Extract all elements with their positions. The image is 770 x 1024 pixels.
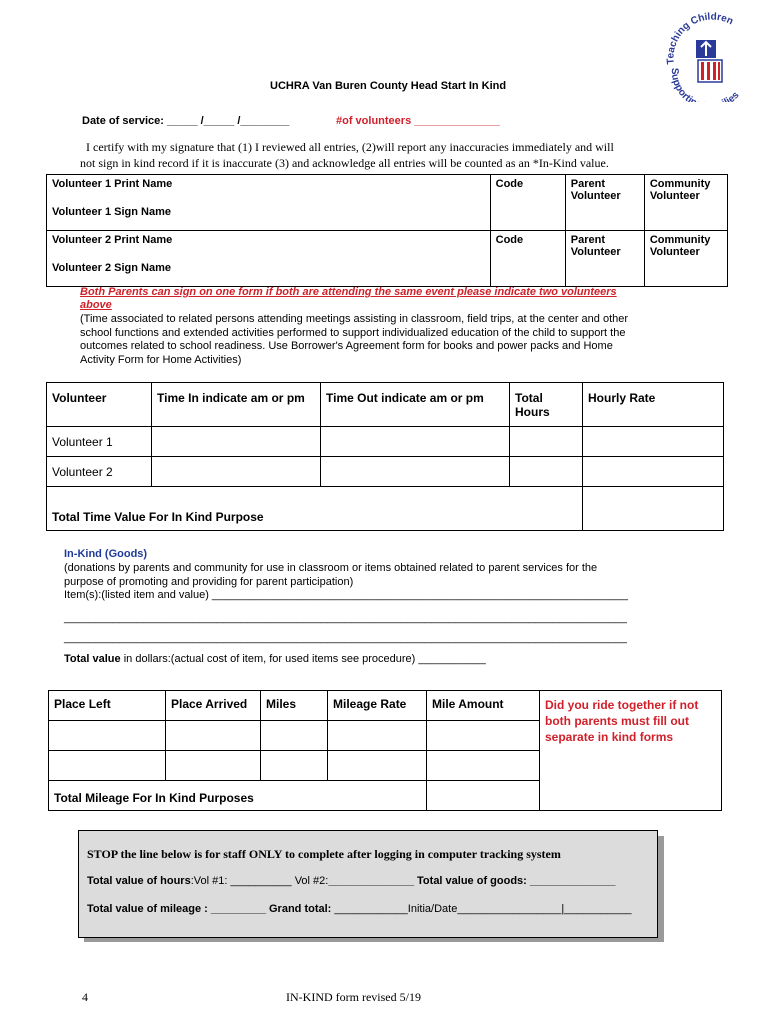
mileage-row-1-place-left[interactable] bbox=[49, 721, 166, 751]
mileage-header-mileage-rate: Mileage Rate bbox=[328, 691, 427, 721]
mileage-header-mile-amount: Mile Amount bbox=[427, 691, 540, 721]
volunteer-1-hourly-rate[interactable] bbox=[583, 427, 724, 457]
time-row-volunteer-2: Volunteer 2 bbox=[47, 457, 152, 487]
mileage-row-2-place-left[interactable] bbox=[49, 751, 166, 781]
total-mileage-field[interactable] bbox=[427, 781, 540, 811]
ride-together-note: Did you ride together if not both parents must fill out separate in kind forms bbox=[540, 691, 722, 811]
mileage-row-1-amount[interactable] bbox=[427, 721, 540, 751]
logo-graphic bbox=[660, 12, 760, 102]
staff-hours-goods-line[interactable] bbox=[87, 875, 616, 887]
in-kind-goods-description: (donations by parents and community for use in classroom or items obtained related to parent services for the purpose of promoting and providing for parent participation) bbox=[64, 562, 598, 588]
volunteer-1-time-in[interactable] bbox=[152, 427, 321, 457]
volunteer-2-parent-option[interactable]: Parent Volunteer bbox=[565, 231, 644, 287]
volunteer-1-parent-option[interactable]: Parent Volunteer bbox=[565, 175, 644, 231]
total-time-value-field[interactable] bbox=[583, 487, 724, 531]
volunteer-1-code[interactable]: Code bbox=[490, 175, 565, 231]
certify-line-1: I certify with my signature that (1) I reviewed all entries, (2)will report any inaccuracies immediately and will bbox=[86, 140, 614, 154]
volunteer-2-time-in[interactable] bbox=[152, 457, 321, 487]
total-value-hours-label: Total value of hours bbox=[87, 875, 191, 887]
time-header-total-hours: Total Hours bbox=[510, 383, 583, 427]
total-mileage-label: Total Mileage For In Kind Purposes bbox=[49, 781, 427, 811]
vol-fields: :Vol #1: __________ Vol #2: bbox=[190, 875, 329, 887]
volunteer-1-time-out[interactable] bbox=[321, 427, 510, 457]
mileage-row-2-miles[interactable] bbox=[261, 751, 328, 781]
mileage-row-2-amount[interactable] bbox=[427, 751, 540, 781]
time-table bbox=[46, 382, 724, 531]
volunteer-2-time-out[interactable] bbox=[321, 457, 510, 487]
total-value-goods-label: ______________ Total value of goods: ______________ bbox=[328, 875, 616, 887]
number-of-volunteers-field[interactable]: #of volunteers ______________ bbox=[336, 115, 500, 127]
time-header-hourly-rate: Hourly Rate bbox=[583, 383, 724, 427]
form-revision: IN-KIND form revised 5/19 bbox=[286, 990, 421, 1004]
volunteer-1-print-name[interactable]: Volunteer 1 Print Name bbox=[47, 175, 491, 203]
time-row-volunteer-1: Volunteer 1 bbox=[47, 427, 152, 457]
in-kind-goods-title: In-Kind (Goods) bbox=[64, 548, 148, 560]
items-field[interactable]: Item(s):(listed item and value) ____________________________________________________________________ bbox=[64, 589, 628, 601]
both-parents-notice: Both Parents can sign on one form if both are attending the same event please indicate two volunteers above bbox=[80, 286, 617, 311]
volunteer-2-community-option[interactable]: Community Volunteer bbox=[644, 231, 727, 287]
svg-text:Teaching Children: Teaching Children bbox=[665, 12, 735, 65]
staff-only-box bbox=[78, 830, 658, 938]
mileage-table bbox=[48, 690, 722, 811]
initial-date-field: ____________Initia/Date_________________|___________ bbox=[331, 903, 632, 915]
volunteer-signature-table bbox=[46, 174, 728, 287]
mileage-row-1-place-arrived[interactable] bbox=[166, 721, 261, 751]
time-header-volunteer: Volunteer bbox=[47, 383, 152, 427]
volunteer-2-sign-name[interactable]: Volunteer 2 Sign Name bbox=[47, 259, 491, 287]
items-blank-line-2[interactable]: ____________________________________________________________________________________________ bbox=[64, 632, 627, 644]
mileage-header-miles: Miles bbox=[261, 691, 328, 721]
time-description: (Time associated to related persons attending meetings assisting in classroom, field trips, at the center and other school functions and extended activities performed to support individualized education of the child to support the outcomes related to school readiness. Use Borrower's Agreement form for books and power packs and Home Activity Form for Home Activities) bbox=[80, 313, 629, 366]
total-value-text: in dollars:(actual cost of item, for used items see procedure) ___________ bbox=[120, 653, 486, 665]
organization-logo bbox=[660, 12, 760, 102]
staff-box-title: STOP the line below is for staff ONLY to complete after logging in computer tracking system bbox=[87, 847, 561, 861]
volunteer-2-total-hours[interactable] bbox=[510, 457, 583, 487]
mileage-grand-total-label: Total value of mileage : _________ Grand total: bbox=[87, 903, 332, 915]
volunteer-1-sign-name[interactable]: Volunteer 1 Sign Name bbox=[47, 203, 491, 231]
volunteer-1-total-hours[interactable] bbox=[510, 427, 583, 457]
mileage-header-place-left: Place Left bbox=[49, 691, 166, 721]
mileage-row-2-rate[interactable] bbox=[328, 751, 427, 781]
page-title: UCHRA Van Buren County Head Start In Kind bbox=[270, 80, 507, 92]
page-number: 4 bbox=[82, 990, 88, 1004]
time-header-time-in: Time In indicate am or pm bbox=[152, 383, 321, 427]
mileage-row-2-place-arrived[interactable] bbox=[166, 751, 261, 781]
mileage-header-place-arrived: Place Arrived bbox=[166, 691, 261, 721]
total-value-label: Total value bbox=[64, 653, 121, 665]
mileage-row-1-rate[interactable] bbox=[328, 721, 427, 751]
date-of-service-field[interactable]: Date of service: _____ /_____ /________ bbox=[82, 115, 290, 127]
total-time-value-label: Total Time Value For In Kind Purpose bbox=[47, 487, 583, 531]
volunteer-2-print-name[interactable]: Volunteer 2 Print Name bbox=[47, 231, 491, 259]
time-header-time-out: Time Out indicate am or pm bbox=[321, 383, 510, 427]
certify-line-2: not sign in kind record if it is inaccurate (3) and acknowledge all entries will be counted as an *In-Kind value. bbox=[80, 156, 609, 170]
items-blank-line-1[interactable]: ____________________________________________________________________________________________ bbox=[64, 612, 627, 624]
staff-mileage-total-line[interactable] bbox=[87, 903, 631, 915]
volunteer-2-hourly-rate[interactable] bbox=[583, 457, 724, 487]
mileage-row-1-miles[interactable] bbox=[261, 721, 328, 751]
svg-text:Supporting Families: Supporti ies bbox=[668, 67, 742, 102]
volunteer-1-community-option[interactable]: Community Volunteer bbox=[644, 175, 727, 231]
volunteer-2-code[interactable]: Code bbox=[490, 231, 565, 287]
total-value-field[interactable] bbox=[64, 653, 486, 665]
